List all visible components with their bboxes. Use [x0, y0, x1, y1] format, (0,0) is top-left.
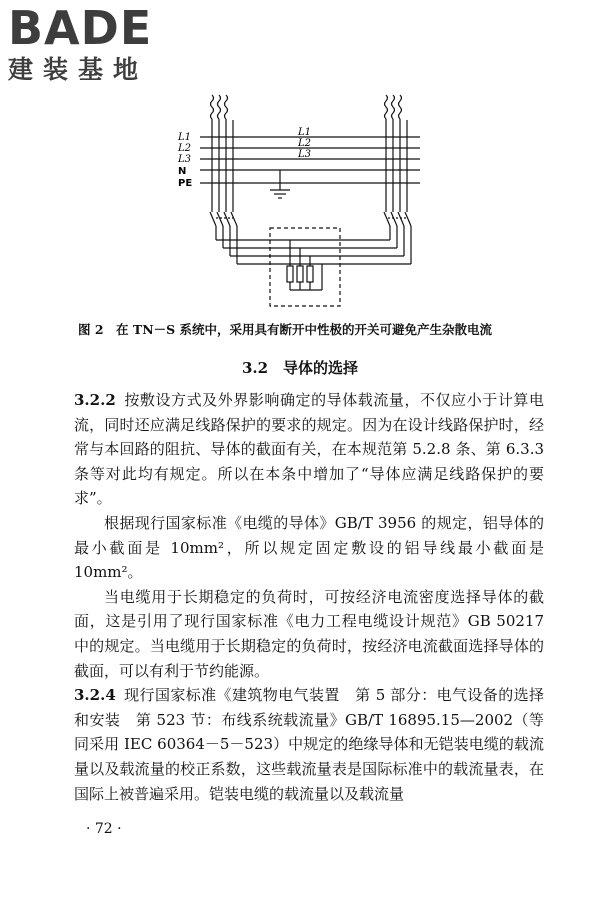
logo-sub-text: 建装基地 — [8, 55, 149, 84]
load-resistor-2 — [297, 266, 303, 282]
paragraph — [74, 683, 544, 806]
clause-number: 3.2.2 — [74, 391, 116, 409]
label-pe: PE — [178, 178, 193, 189]
paragraph-text: 根据现行国家标准《电缆的导体》GB/T 3956 的规定，铝导体的最小截面是 10mm²，所以规定固定敷设的铝导线最小截面是 10mm²。 — [74, 513, 544, 582]
coil-right-1 — [385, 95, 388, 119]
label-l1-left: L1 — [178, 132, 192, 143]
paragraph-text: 按敷设方式及外界影响确定的导体载流量，不仅应小于计算电流，同时还应满足线路保护的要求的规定。因为在设计线路保护时，经常与本回路的阻抗、导体的截面有关，在本规范第 5.2.8 条、第 6.3.3 条等对此均有规定。所以在本条中增加了“导体应满足线路保护的要求”。 — [74, 391, 544, 508]
paragraph-text: 现行国家标准《建筑物电气装置 第 5 部分：电气设备的选择和安装 第 523 节：布线系统载流量》GB/T 16895.15—2002（等同采用 IEC 60364－5－523）中规定的绝缘导体和无铠装电缆的载流量以及载流量的校正系数，这些载流量表是国际标准中的载流量表，在国际上被普遍采用。铠装电缆的载流量以及载流量 — [74, 686, 544, 803]
coil-left-2 — [218, 95, 221, 119]
page-number: · 72 · — [86, 821, 122, 837]
label-n: N — [178, 166, 187, 177]
body-text — [74, 388, 544, 806]
paragraph — [74, 511, 544, 585]
paragraph — [74, 388, 544, 511]
circuit-diagram — [170, 90, 430, 320]
label-l3-left: L3 — [178, 154, 192, 165]
logo — [8, 1, 153, 86]
logo-main-text: BADE — [8, 1, 153, 55]
label-l2-mid: L2 — [298, 138, 312, 149]
section-title: 3.2 导体的选择 — [241, 359, 359, 377]
load-resistor-1 — [287, 266, 293, 282]
coil-left-1 — [211, 95, 214, 119]
paragraph — [74, 585, 544, 683]
load-resistor-3 — [307, 266, 313, 282]
label-l3-mid: L3 — [298, 149, 312, 160]
coil-right-2 — [392, 95, 395, 119]
clause-number: 3.2.4 — [74, 686, 116, 705]
circuit-diagram-svg — [170, 90, 430, 320]
figure-caption: 图 2 在 TN－S 系统中，采用具有断开中性极的开关可避免产生杂散电流 — [78, 322, 493, 337]
label-l1-mid: L1 — [298, 127, 312, 138]
label-l2-left: L2 — [178, 143, 192, 154]
coil-right-3 — [399, 95, 402, 119]
paragraph-text: 当电缆用于长期稳定的负荷时，可按经济电流密度选择导体的截面，这是引用了现行国家标准《电力工程电缆设计规范》GB 50217 中的规定。当电缆用于长期稳定的负荷时，按经济电流截面选择导体的截面，可以有利于节约能源。 — [74, 587, 544, 680]
coil-left-3 — [225, 95, 228, 119]
